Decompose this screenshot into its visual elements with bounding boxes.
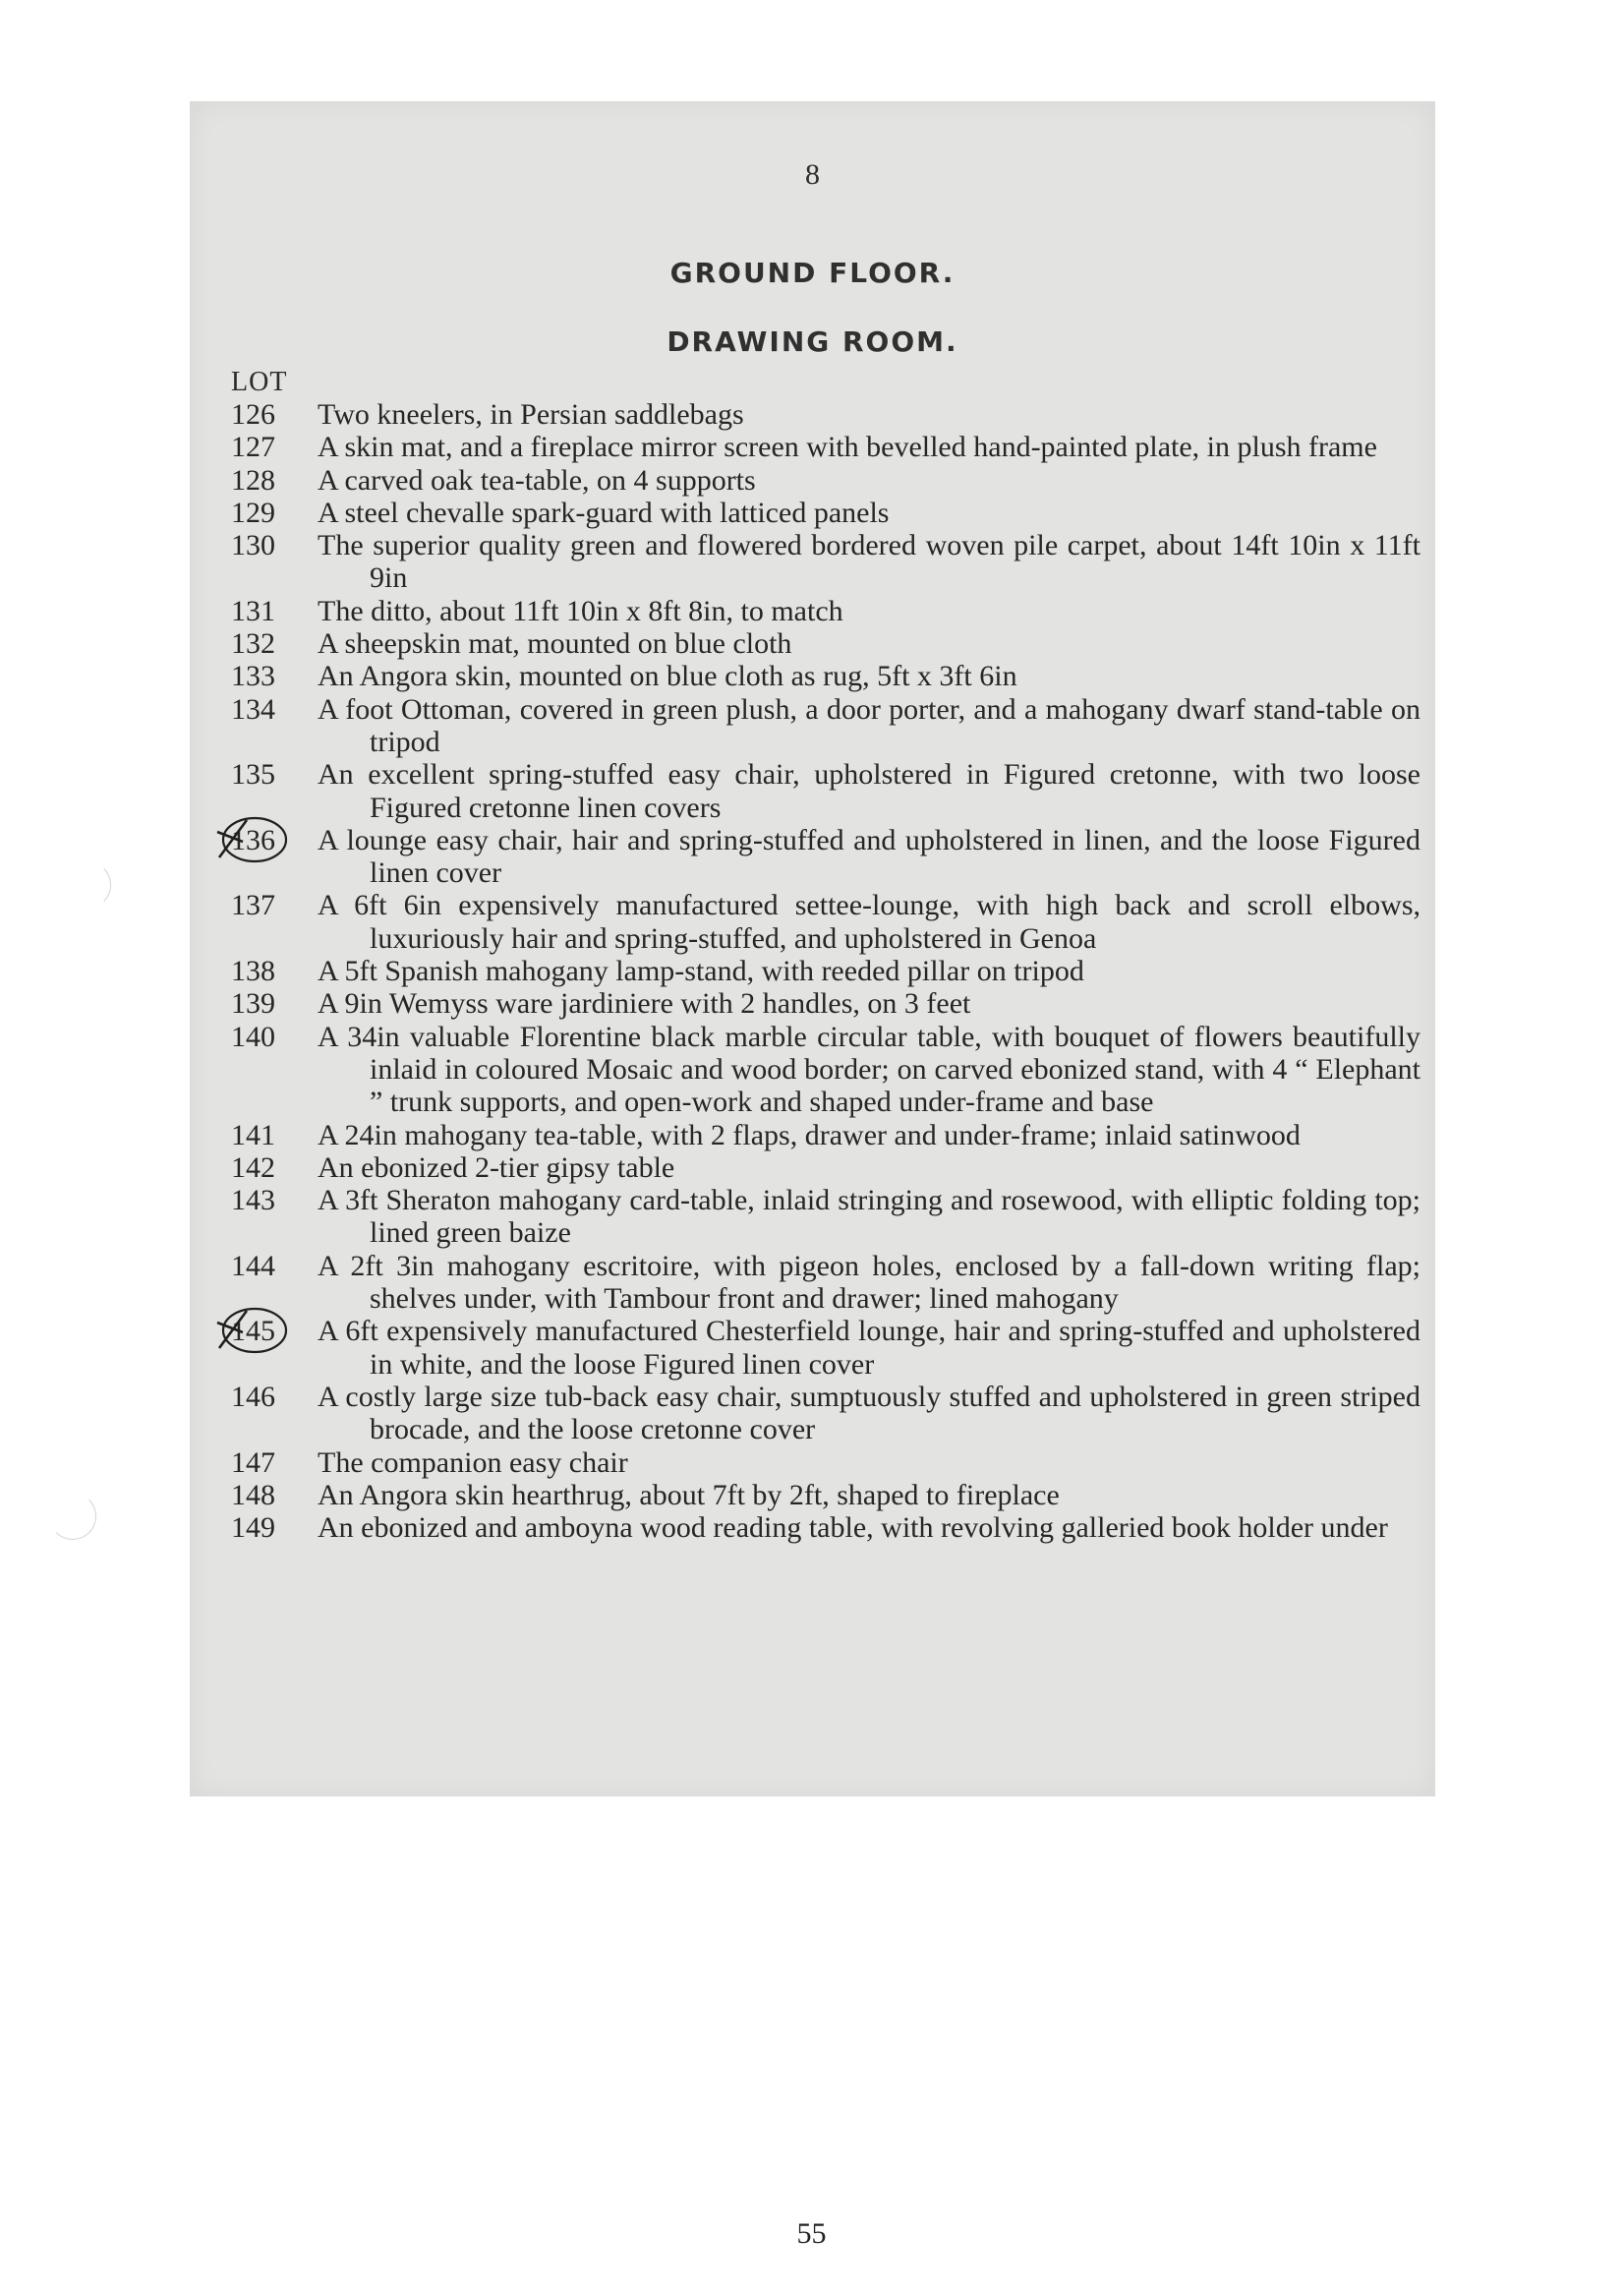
lot-number: 132: [231, 627, 275, 661]
lot-number: 141: [231, 1118, 275, 1151]
lot-description: An ebonized and amboyna wood reading table, with revolving galleried book holder under: [318, 1511, 1388, 1545]
lot-description: A sheepskin mat, mounted on blue cloth: [318, 627, 792, 661]
lot-number: 131: [231, 594, 275, 627]
lot-entry: [231, 1184, 1420, 1250]
lot-entry: [231, 955, 1420, 987]
lot-entry: [231, 1315, 1420, 1381]
lot-entry: [231, 1479, 1420, 1511]
lot-description: A lounge easy chair, hair and spring-stuffed and upholstered in linen, and the loose Figured linen cover: [318, 823, 1420, 890]
lot-description: A 2ft 3in mahogany escritoire, with pigeon holes, enclosed by a fall-down writing flap; shelves under, with Tambour front and drawer; lined mahogany: [318, 1249, 1420, 1316]
lot-entry: [231, 627, 1420, 660]
binder-hole-icon: [64, 861, 111, 909]
lot-description: A 9in Wemyss ware jardiniere with 2 handles, on 3 feet: [318, 987, 971, 1021]
lot-list: [231, 398, 1420, 1544]
document-page-number: 55: [796, 2217, 827, 2250]
room-heading: DRAWING ROOM.: [667, 325, 958, 358]
lot-entry: [231, 824, 1420, 890]
lot-entry: [231, 1511, 1420, 1544]
lot-number: 139: [231, 987, 275, 1021]
lot-number: 130: [231, 529, 275, 562]
lot-number: 126: [231, 398, 275, 431]
lot-entry: [231, 1021, 1420, 1119]
lot-number: 143: [231, 1184, 275, 1217]
lot-entry: [231, 987, 1420, 1020]
lot-number: 142: [231, 1150, 275, 1184]
lot-description: An Angora skin hearthrug, about 7ft by 2ft, shaped to fireplace: [318, 1478, 1060, 1511]
lot-entry: [231, 660, 1420, 692]
lot-entry: [231, 1250, 1420, 1316]
lot-description: A 6ft 6in expensively manufactured settee-lounge, with high back and scroll elbows, luxuriously hair and spring-stuffed, and upholstered in Genoa: [318, 889, 1420, 955]
lot-number: 134: [231, 692, 275, 726]
lot-number: 145: [231, 1315, 275, 1348]
lot-description: A foot Ottoman, covered in green plush, a door porter, and a mahogany dwarf stand-table on tripod: [318, 692, 1420, 758]
lot-entry: [231, 398, 1420, 431]
lot-entry: [231, 464, 1420, 497]
lot-description: A 3ft Sheraton mahogany card-table, inlaid stringing and rosewood, with elliptic folding top; lined green baize: [318, 1184, 1420, 1250]
lot-number: 144: [231, 1249, 275, 1282]
lot-description: A carved oak tea-table, on 4 supports: [318, 463, 756, 497]
lot-description: An Angora skin, mounted on blue cloth as rug, 5ft x 3ft 6in: [318, 660, 1017, 693]
lot-number: 138: [231, 955, 275, 988]
lot-number: 129: [231, 496, 275, 529]
lot-description: The companion easy chair: [318, 1445, 628, 1479]
lot-entry: [231, 595, 1420, 627]
lot-number: 136: [231, 823, 275, 856]
lot-number: 140: [231, 1020, 275, 1053]
lot-entry: [231, 758, 1420, 824]
lot-column-label: LOT: [231, 367, 288, 397]
lot-description: A 34in valuable Florentine black marble circular table, with bouquet of flowers beautifully inlaid in coloured Mosaic and wood border; on carved ebonized stand, with 4 “ Elephant ” trunk supports, and open-work and shaped under-frame and base: [318, 1020, 1420, 1119]
lot-description: The ditto, about 11ft 10in x 8ft 8in, to match: [318, 594, 843, 627]
lot-entry: [231, 1381, 1420, 1446]
lot-description: A steel chevalle spark-guard with latticed panels: [318, 496, 890, 529]
lot-number: 133: [231, 660, 275, 693]
floor-heading: GROUND FLOOR.: [669, 257, 956, 289]
scanned-catalogue-page: [190, 101, 1435, 1796]
lot-description: A skin mat, and a fireplace mirror screen with bevelled hand-painted plate, in plush frame: [318, 431, 1377, 464]
lot-description: A 6ft expensively manufactured Chesterfield lounge, hair and spring-stuffed and upholstered in white, and the loose Figured linen cover: [318, 1315, 1420, 1381]
lot-number: 149: [231, 1511, 275, 1545]
lot-entry: [231, 1446, 1420, 1479]
lot-description: A costly large size tub-back easy chair, sumptuously stuffed and upholstered in green striped brocade, and the loose cretonne cover: [318, 1380, 1420, 1446]
lot-number: 135: [231, 758, 275, 792]
lot-entry: [231, 1151, 1420, 1184]
lot-description: An excellent spring-stuffed easy chair, upholstered in Figured cretonne, with two loose Figured cretonne linen covers: [318, 758, 1420, 824]
lot-entry: [231, 693, 1420, 759]
lot-description: A 24in mahogany tea-table, with 2 flaps, drawer and under-frame; inlaid satinwood: [318, 1118, 1301, 1151]
lot-description: An ebonized 2-tier gipsy table: [318, 1150, 675, 1184]
lot-entry: [231, 889, 1420, 955]
lot-number: 146: [231, 1380, 275, 1413]
lot-entry: [231, 497, 1420, 529]
lot-number: 127: [231, 431, 275, 464]
lot-number: 128: [231, 463, 275, 497]
lot-number: 147: [231, 1445, 275, 1479]
lot-entry: [231, 529, 1420, 595]
lot-description: The superior quality green and flowered bordered woven pile carpet, about 14ft 10in x 11ft 9in: [318, 529, 1420, 595]
binder-hole-icon: [49, 1493, 96, 1540]
catalogue-page-number: 8: [805, 158, 820, 191]
lot-entry: [231, 431, 1420, 463]
lot-description: A 5ft Spanish mahogany lamp-stand, with reeded pillar on tripod: [318, 955, 1084, 988]
lot-entry: [231, 1119, 1420, 1151]
lot-number: 137: [231, 889, 275, 922]
lot-description: Two kneelers, in Persian saddlebags: [318, 398, 744, 431]
lot-number: 148: [231, 1478, 275, 1511]
